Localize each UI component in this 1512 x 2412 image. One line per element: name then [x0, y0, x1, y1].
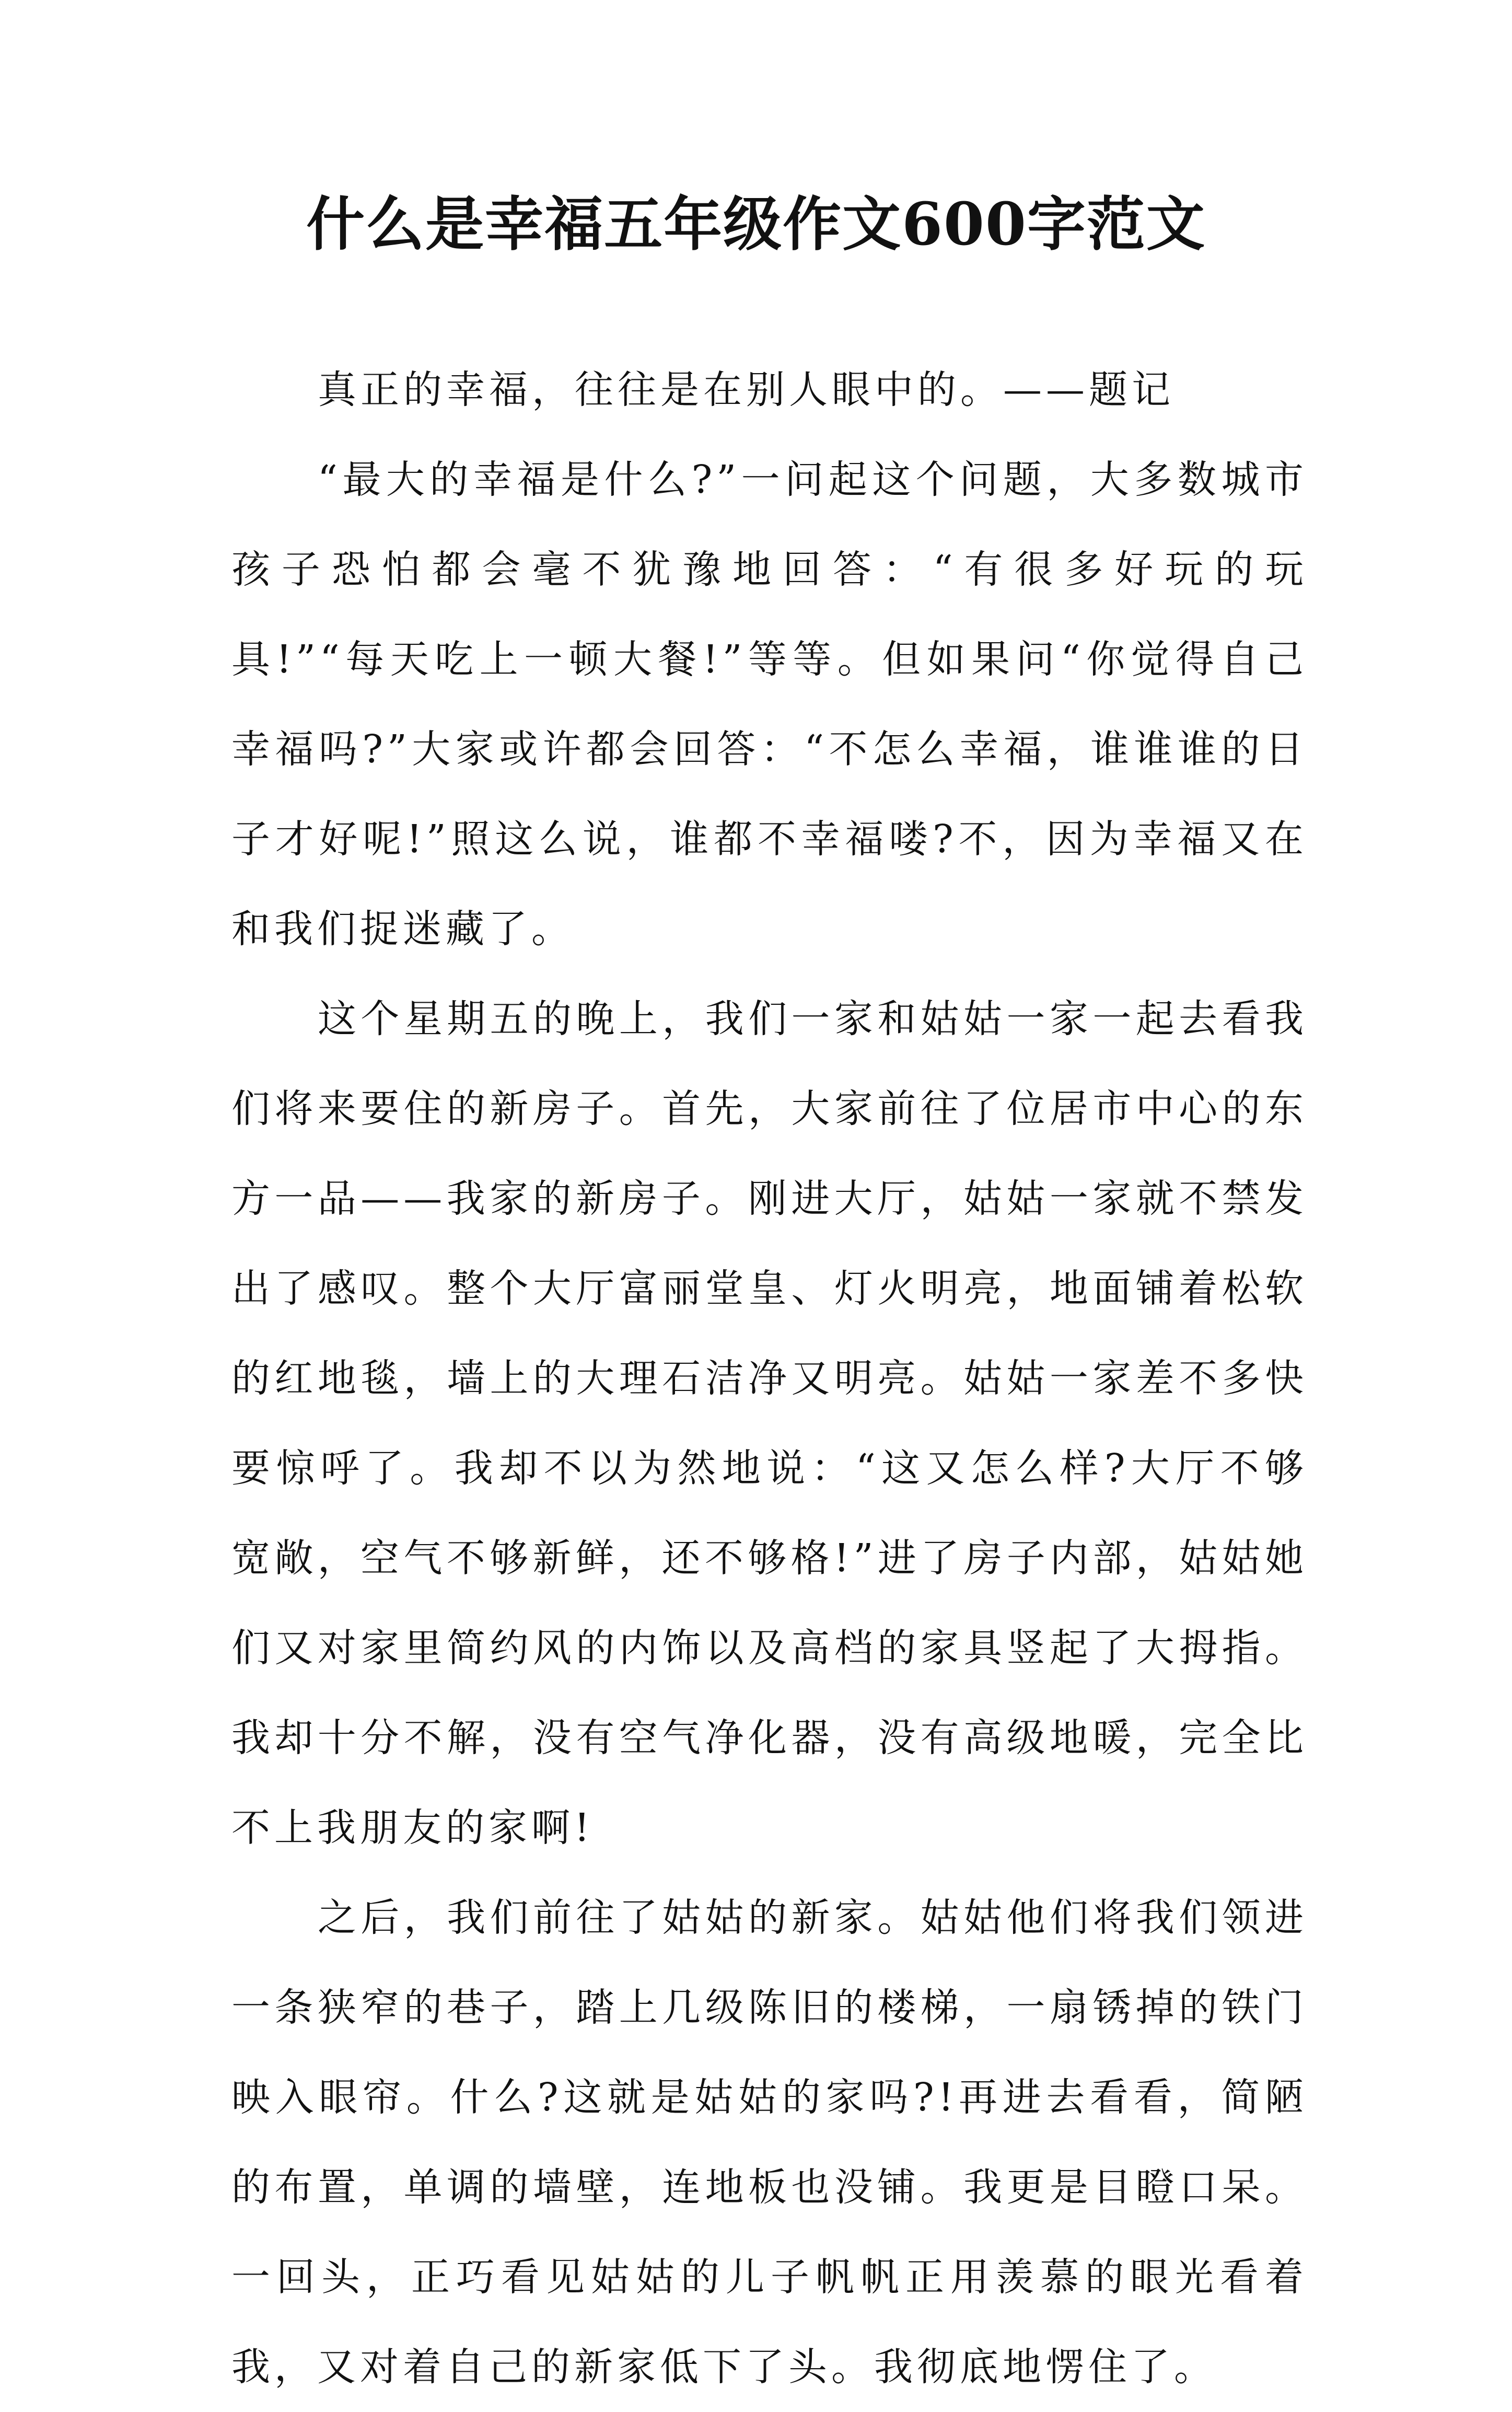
epigraph: 真正的幸福，往往是在别人眼中的。——题记: [318, 367, 1174, 412]
paragraph-2: 这个星期五的晚上，我们一家和姑姑一家一起去看我们将来要住的新房子。首先，大家前往了位居市中心的东方一品——我家的新房子。刚进大厅，姑姑一家就不禁发出了感叹。整个大厅富丽堂皇、灯火明亮，地面铺着松软的红地毯，墙上的大理石洁净又明亮。姑姑一家差不多快要惊呼了。我却不以为然地说：“这又怎么样?大厅不够宽敞，空气不够新鲜，还不够格!”进了房子内部，姑姑她们又对家里简约风的内饰以及高档的家具竖起了大拇指。我却十分不解，没有空气净化器，没有高级地暖，完全比不上我朋友的家啊!: [231, 996, 1308, 1850]
document-title: 什么是幸福五年级作文600字范文: [306, 190, 1206, 259]
paragraph-3: 之后，我们前往了姑姑的新家。姑姑他们将我们领进一条狭窄的巷子，踏上几级陈旧的楼梯，一扇锈掉的铁门映入眼帘。什么?这就是姑姑的家吗?!再进去看看，简陋的布置，单调的墙壁，连地板也没铺。我更是目瞪口呆。一回头，正巧看见姑姑的儿子帆帆正用羡慕的眼光看着我，又对着自己的新家低下了头。我彻底地愣住了。: [231, 1895, 1308, 2390]
document-body: [231, 345, 1308, 2412]
paragraph-1: “最大的幸福是什么?”一问起这个问题，大多数城市孩子恐怕都会毫不犹豫地回答：“有很多好玩的玩具!”“每天吃上一顿大餐!”等等。但如果问“你觉得自己幸福吗?”大家或许都会回答：“不怎么幸福，谁谁谁的日子才好呢!”照这么说，谁都不幸福喽?不，因为幸福又在和我们捉迷藏了。: [231, 457, 1308, 952]
